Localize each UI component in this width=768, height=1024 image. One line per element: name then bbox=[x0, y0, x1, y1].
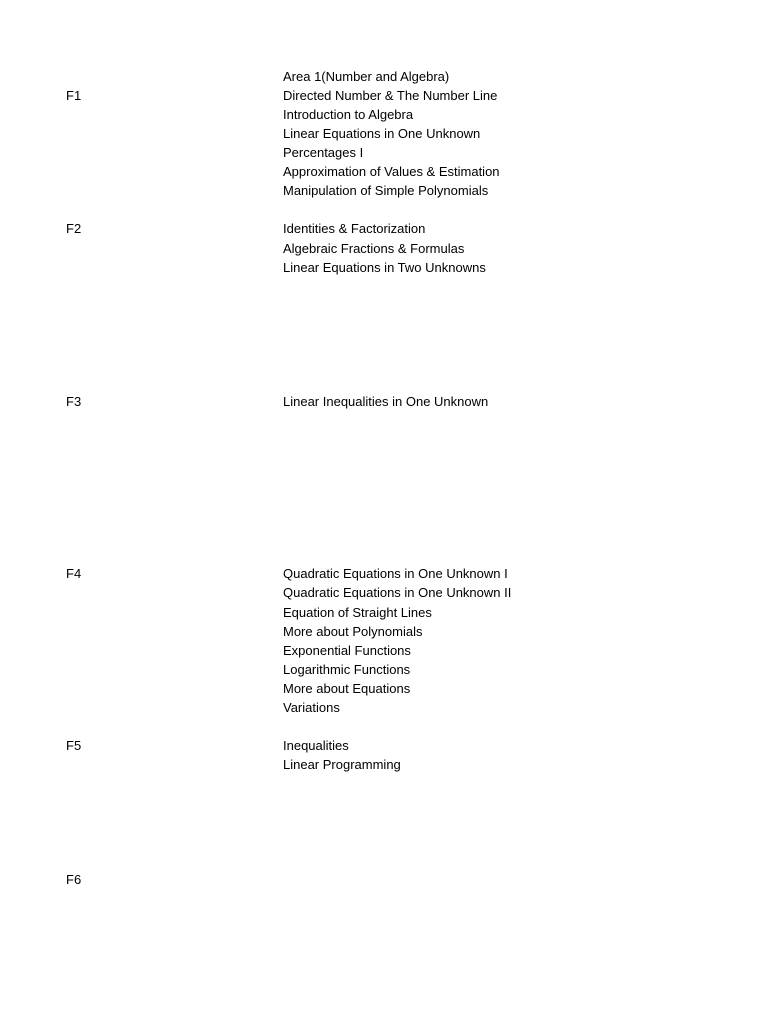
topic-item: Approximation of Values & Estimation bbox=[283, 164, 500, 179]
form-label-f1: F1 bbox=[66, 88, 82, 103]
topic-item: More about Polynomials bbox=[283, 624, 423, 639]
area-heading: Area 1(Number and Algebra) bbox=[283, 69, 450, 84]
topic-item: Linear Equations in Two Unknowns bbox=[283, 260, 486, 275]
form-label-f6: F6 bbox=[66, 872, 82, 887]
topic-item: Exponential Functions bbox=[283, 643, 411, 658]
topic-item: Linear Equations in One Unknown bbox=[283, 126, 481, 141]
form-label-f3: F3 bbox=[66, 394, 82, 409]
topic-item: Directed Number & The Number Line bbox=[283, 88, 498, 103]
topic-item: Introduction to Algebra bbox=[283, 107, 414, 122]
topic-item: Identities & Factorization bbox=[283, 221, 426, 236]
topic-item: Linear Programming bbox=[283, 757, 401, 772]
topic-item: Equation of Straight Lines bbox=[283, 605, 432, 620]
topic-item: Inequalities bbox=[283, 738, 349, 753]
form-label-f2: F2 bbox=[66, 221, 82, 236]
topic-item: Variations bbox=[283, 700, 340, 715]
form-label-f5: F5 bbox=[66, 738, 82, 753]
topic-item: Percentages I bbox=[283, 145, 364, 160]
topic-item: Logarithmic Functions bbox=[283, 662, 411, 677]
topic-item: Algebraic Fractions & Formulas bbox=[283, 241, 465, 256]
form-label-f4: F4 bbox=[66, 566, 82, 581]
topic-item: More about Equations bbox=[283, 681, 411, 696]
topic-item: Linear Inequalities in One Unknown bbox=[283, 394, 489, 409]
topic-item: Quadratic Equations in One Unknown II bbox=[283, 585, 512, 600]
topic-item: Manipulation of Simple Polynomials bbox=[283, 183, 489, 198]
topic-item: Quadratic Equations in One Unknown I bbox=[283, 566, 508, 581]
